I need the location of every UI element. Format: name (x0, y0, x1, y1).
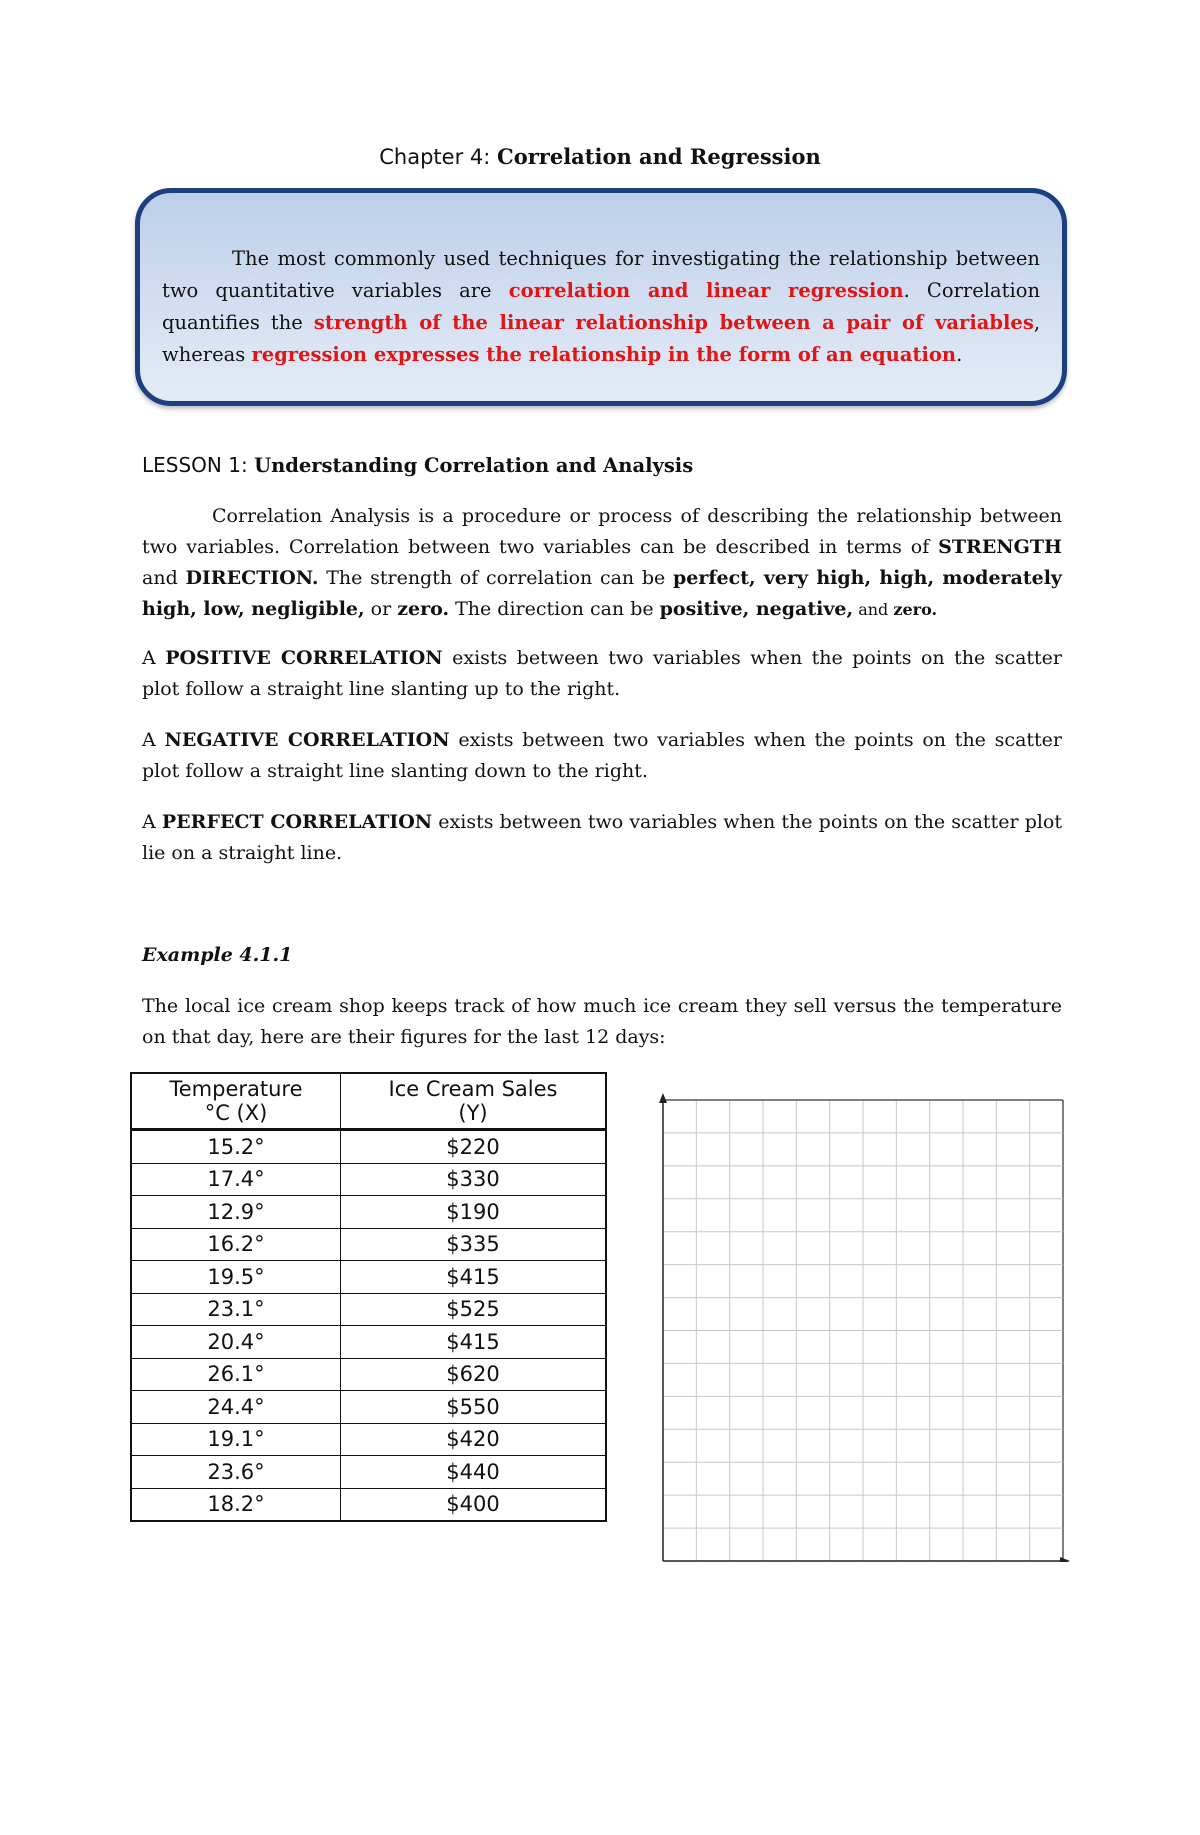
temperature-cell: 15.2° (131, 1130, 341, 1164)
sales-cell: $525 (341, 1293, 607, 1326)
temperature-cell: 24.4° (131, 1391, 341, 1424)
blank-graph-grid (655, 1092, 1071, 1562)
temperature-cell: 16.2° (131, 1228, 341, 1261)
correlation-analysis-paragraph: Correlation Analysis is a procedure or process of describing the relationship between two variables. Correlation between two variables can be described in terms of STRENGTH and DIRECTION. The strength of correlation can be perfect, very high, high, moderately high, low, negligible, or zero. The direction can be positive, negative, and zero. (142, 505, 1062, 620)
perfect-correlation-paragraph: A PERFECT CORRELATION exists between two variables when the points on the scatter plot lie on a straight line. (142, 811, 1063, 864)
intro-text: The most commonly used techniques for investigating the relationship between two quantitative variables are correlation and linear regression. Correlation quantifies the strength of the linear relationship between a pair of variables, whereas regression expresses the relationship in the form of an equation. (162, 247, 1041, 366)
sales-cell: $400 (341, 1488, 607, 1521)
chapter-title: Chapter 4: Correlation and Regression (379, 144, 821, 169)
table-header-row (131, 1073, 606, 1130)
temperature-cell: 20.4° (131, 1326, 341, 1359)
sales-cell: $220 (341, 1130, 607, 1164)
table-row (131, 1391, 606, 1424)
sales-cell: $335 (341, 1228, 607, 1261)
temperature-cell: 23.1° (131, 1293, 341, 1326)
table-row (131, 1423, 606, 1456)
table-row (131, 1488, 606, 1521)
temperature-cell: 18.2° (131, 1488, 341, 1521)
table-row (131, 1326, 606, 1359)
grid-lines (663, 1100, 1063, 1561)
table-row (131, 1228, 606, 1261)
table-row (131, 1261, 606, 1294)
temperature-cell: 17.4° (131, 1163, 341, 1196)
temperature-cell: 12.9° (131, 1196, 341, 1229)
header-sales: Ice Cream Sales (Y) (341, 1073, 607, 1130)
positive-correlation-paragraph: A POSITIVE CORRELATION exists between two variables when the points on the scatter plot follow a straight line slanting up to the right. (142, 647, 1062, 700)
sales-cell: $415 (341, 1326, 607, 1359)
table-row (131, 1130, 606, 1164)
negative-correlation-paragraph: A NEGATIVE CORRELATION exists between two variables when the points on the scatter plot follow a straight line slanting down to the right. (142, 729, 1062, 782)
lesson-title: LESSON 1: Understanding Correlation and Analysis (142, 453, 694, 477)
sales-cell: $620 (341, 1358, 607, 1391)
table-body (131, 1130, 606, 1522)
sales-cell: $190 (341, 1196, 607, 1229)
table-row (131, 1358, 606, 1391)
temperature-cell: 19.1° (131, 1423, 341, 1456)
table-row (131, 1196, 606, 1229)
intro-callout-box (135, 188, 1067, 406)
sales-cell: $440 (341, 1456, 607, 1489)
sales-cell: $550 (341, 1391, 607, 1424)
temperature-cell: 23.6° (131, 1456, 341, 1489)
sales-cell: $420 (341, 1423, 607, 1456)
temperature-cell: 19.5° (131, 1261, 341, 1294)
x-axis-arrow-icon (1060, 1557, 1070, 1562)
sales-cell: $415 (341, 1261, 607, 1294)
temperature-cell: 26.1° (131, 1358, 341, 1391)
data-table (130, 1072, 607, 1522)
table-row (131, 1293, 606, 1326)
example-title: Example 4.1.1 (142, 944, 293, 966)
example-description: The local ice cream shop keeps track of how much ice cream they sell versus the temperature on that day, here are their figures for the last 12 days: (142, 995, 1062, 1048)
table-row (131, 1456, 606, 1489)
table-row (131, 1163, 606, 1196)
header-temperature: Temperature °C (X) (131, 1073, 341, 1130)
sales-cell: $330 (341, 1163, 607, 1196)
y-axis-arrow-icon (659, 1093, 667, 1103)
